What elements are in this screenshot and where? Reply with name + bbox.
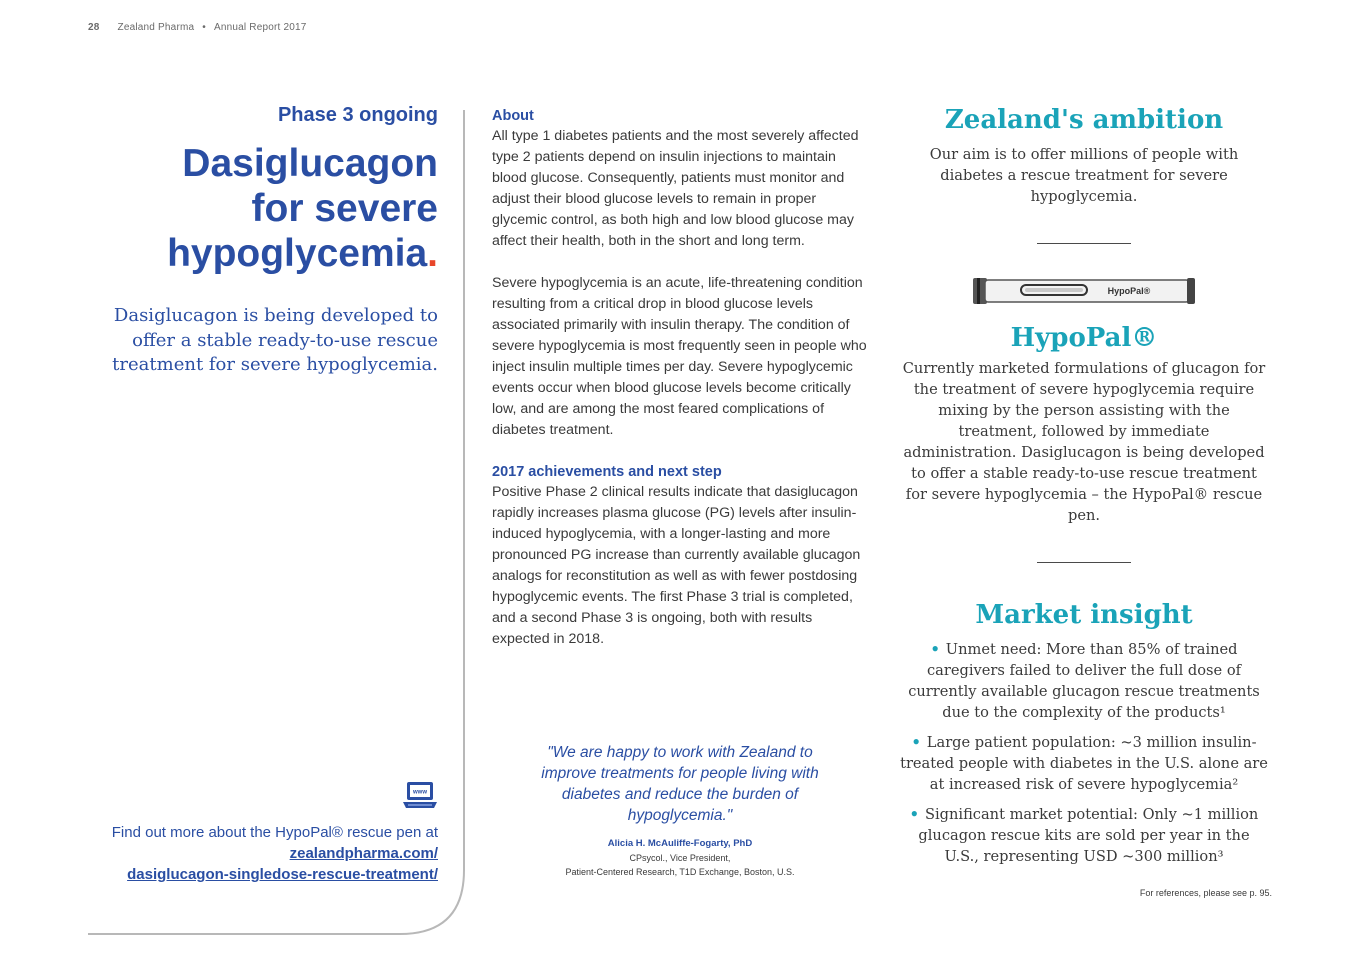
market-heading: Market insight xyxy=(975,600,1193,630)
hypopal-pen-image xyxy=(971,274,1197,308)
left-column xyxy=(90,104,438,378)
bullet-mark: • xyxy=(911,734,921,751)
section-rule xyxy=(1037,243,1131,244)
header-report: Annual Report 2017 xyxy=(213,22,307,33)
about-heading: About xyxy=(492,108,534,124)
pull-quote xyxy=(530,742,830,879)
title-line xyxy=(90,231,438,276)
list-item xyxy=(900,732,1268,795)
header-company: Zealand Pharma xyxy=(117,22,195,33)
about-paragraph-1: All type 1 diabetes patients and the most severely affected type 2 patients depend on insulin injections to maintain blood glucose. Consequently, patients must monitor and adjust their blood glucose levels to remain in proper glycemic control, as both high and low blood glucose may affect their health, both in the short and long term. xyxy=(492,128,859,249)
ambition-heading: Zealand's ambition xyxy=(944,105,1224,135)
section-rule xyxy=(1037,562,1131,563)
bullet-mark: • xyxy=(930,641,940,658)
laptop-screen-text: www xyxy=(412,789,428,796)
phase-label: Phase 3 ongoing xyxy=(277,104,438,126)
bullet-mark: • xyxy=(909,806,919,823)
page-subtitle: Dasiglucagon is being developed to offer a stable ready-to-use rescue treatment for severe hypoglycemia. xyxy=(112,305,438,375)
find-more-section xyxy=(60,780,438,885)
achievements-heading: 2017 achievements and next step xyxy=(492,464,722,480)
middle-column xyxy=(492,106,872,671)
quote-author: Alicia H. McAuliffe-Fogarty, PhD xyxy=(607,838,753,849)
hypopal-heading: HypoPal® xyxy=(1010,323,1158,353)
bullet-text: Unmet need: More than 85% of trained caregivers failed to deliver the full dose of currently available glucagon rescue treatments due to the complexity of the products¹ xyxy=(908,641,1260,721)
list-item xyxy=(900,804,1268,867)
right-column xyxy=(900,102,1268,876)
find-more-text: Find out more about the HypoPal® rescue pen at xyxy=(111,824,438,841)
laptop-icon xyxy=(402,780,438,810)
hypopal-link-line2[interactable]: dasiglucagon-singledose-rescue-treatment/ xyxy=(127,866,438,883)
bullet-text: Large patient population: ~3 million insulin-treated people with diabetes in the U.S. alone are at increased risk of severe hypoglycemia² xyxy=(900,734,1268,793)
page-number: 28 xyxy=(88,22,100,33)
about-paragraph-2: Severe hypoglycemia is an acute, life-threatening condition resulting from a critical drop in blood glucose levels associated primarily with insulin therapy. The condition of severe hypoglycemia is most frequently seen in people who inject insulin multiple times per day. Severe hypoglycemic events occur when blood glucose levels become critically low, and are among the most feared complications of diabetes treatment. xyxy=(492,275,867,438)
quote-text: "We are happy to work with Zealand to improve treatments for people living with diabetes and reduce the burden of hypoglycemia." xyxy=(541,744,819,824)
hypopal-text: Currently marketed formulations of glucagon for the treatment of severe hypoglycemia require mixing by the person assisting with the treatment, followed by immediate administration. Dasiglucagon is being developed to offer a stable ready-to-use rescue treatment for severe hypoglycemia – the HypoPal® rescue pen. xyxy=(902,360,1266,524)
references-note: For references, please see p. 95. xyxy=(1139,888,1272,898)
page-title xyxy=(90,141,438,276)
hypopal-link-line1[interactable]: zealandpharma.com/ xyxy=(289,845,438,862)
quote-role-line2: Patient-Centered Research, T1D Exchange, Boston, U.S. xyxy=(565,867,795,877)
achievements-paragraph: Positive Phase 2 clinical results indicate that dasiglucagon rapidly increases plasma glucose (PG) levels after insulin-induced hypoglycemia, with a longer-lasting and more pronounced PG increase than currently available glucagon analogs for reconstitution as well as with fewer postdosing hypoglycemic events. The first Phase 3 trial is completed, and a second Phase 3 is ongoing, both with results expected in 2018. xyxy=(492,484,861,647)
header-separator: • xyxy=(202,22,206,33)
pen-label: HypoPal® xyxy=(1107,286,1151,296)
bullet-text: Significant market potential: Only ~1 million glucagon rescue kits are sold per year in the U.S., representing USD ~300 million³ xyxy=(918,806,1259,865)
title-line: Dasiglucagon xyxy=(182,142,438,185)
market-bullets xyxy=(900,639,1268,867)
title-word: hypoglycemia xyxy=(167,232,428,275)
list-item xyxy=(900,639,1268,723)
ambition-text: Our aim is to offer millions of people with diabetes a rescue treatment for severe hypoglycemia. xyxy=(929,146,1239,205)
quote-role-line1: CPsycol., Vice President, xyxy=(629,853,731,863)
title-red-period: . xyxy=(427,232,438,275)
title-line: for severe xyxy=(251,187,438,230)
